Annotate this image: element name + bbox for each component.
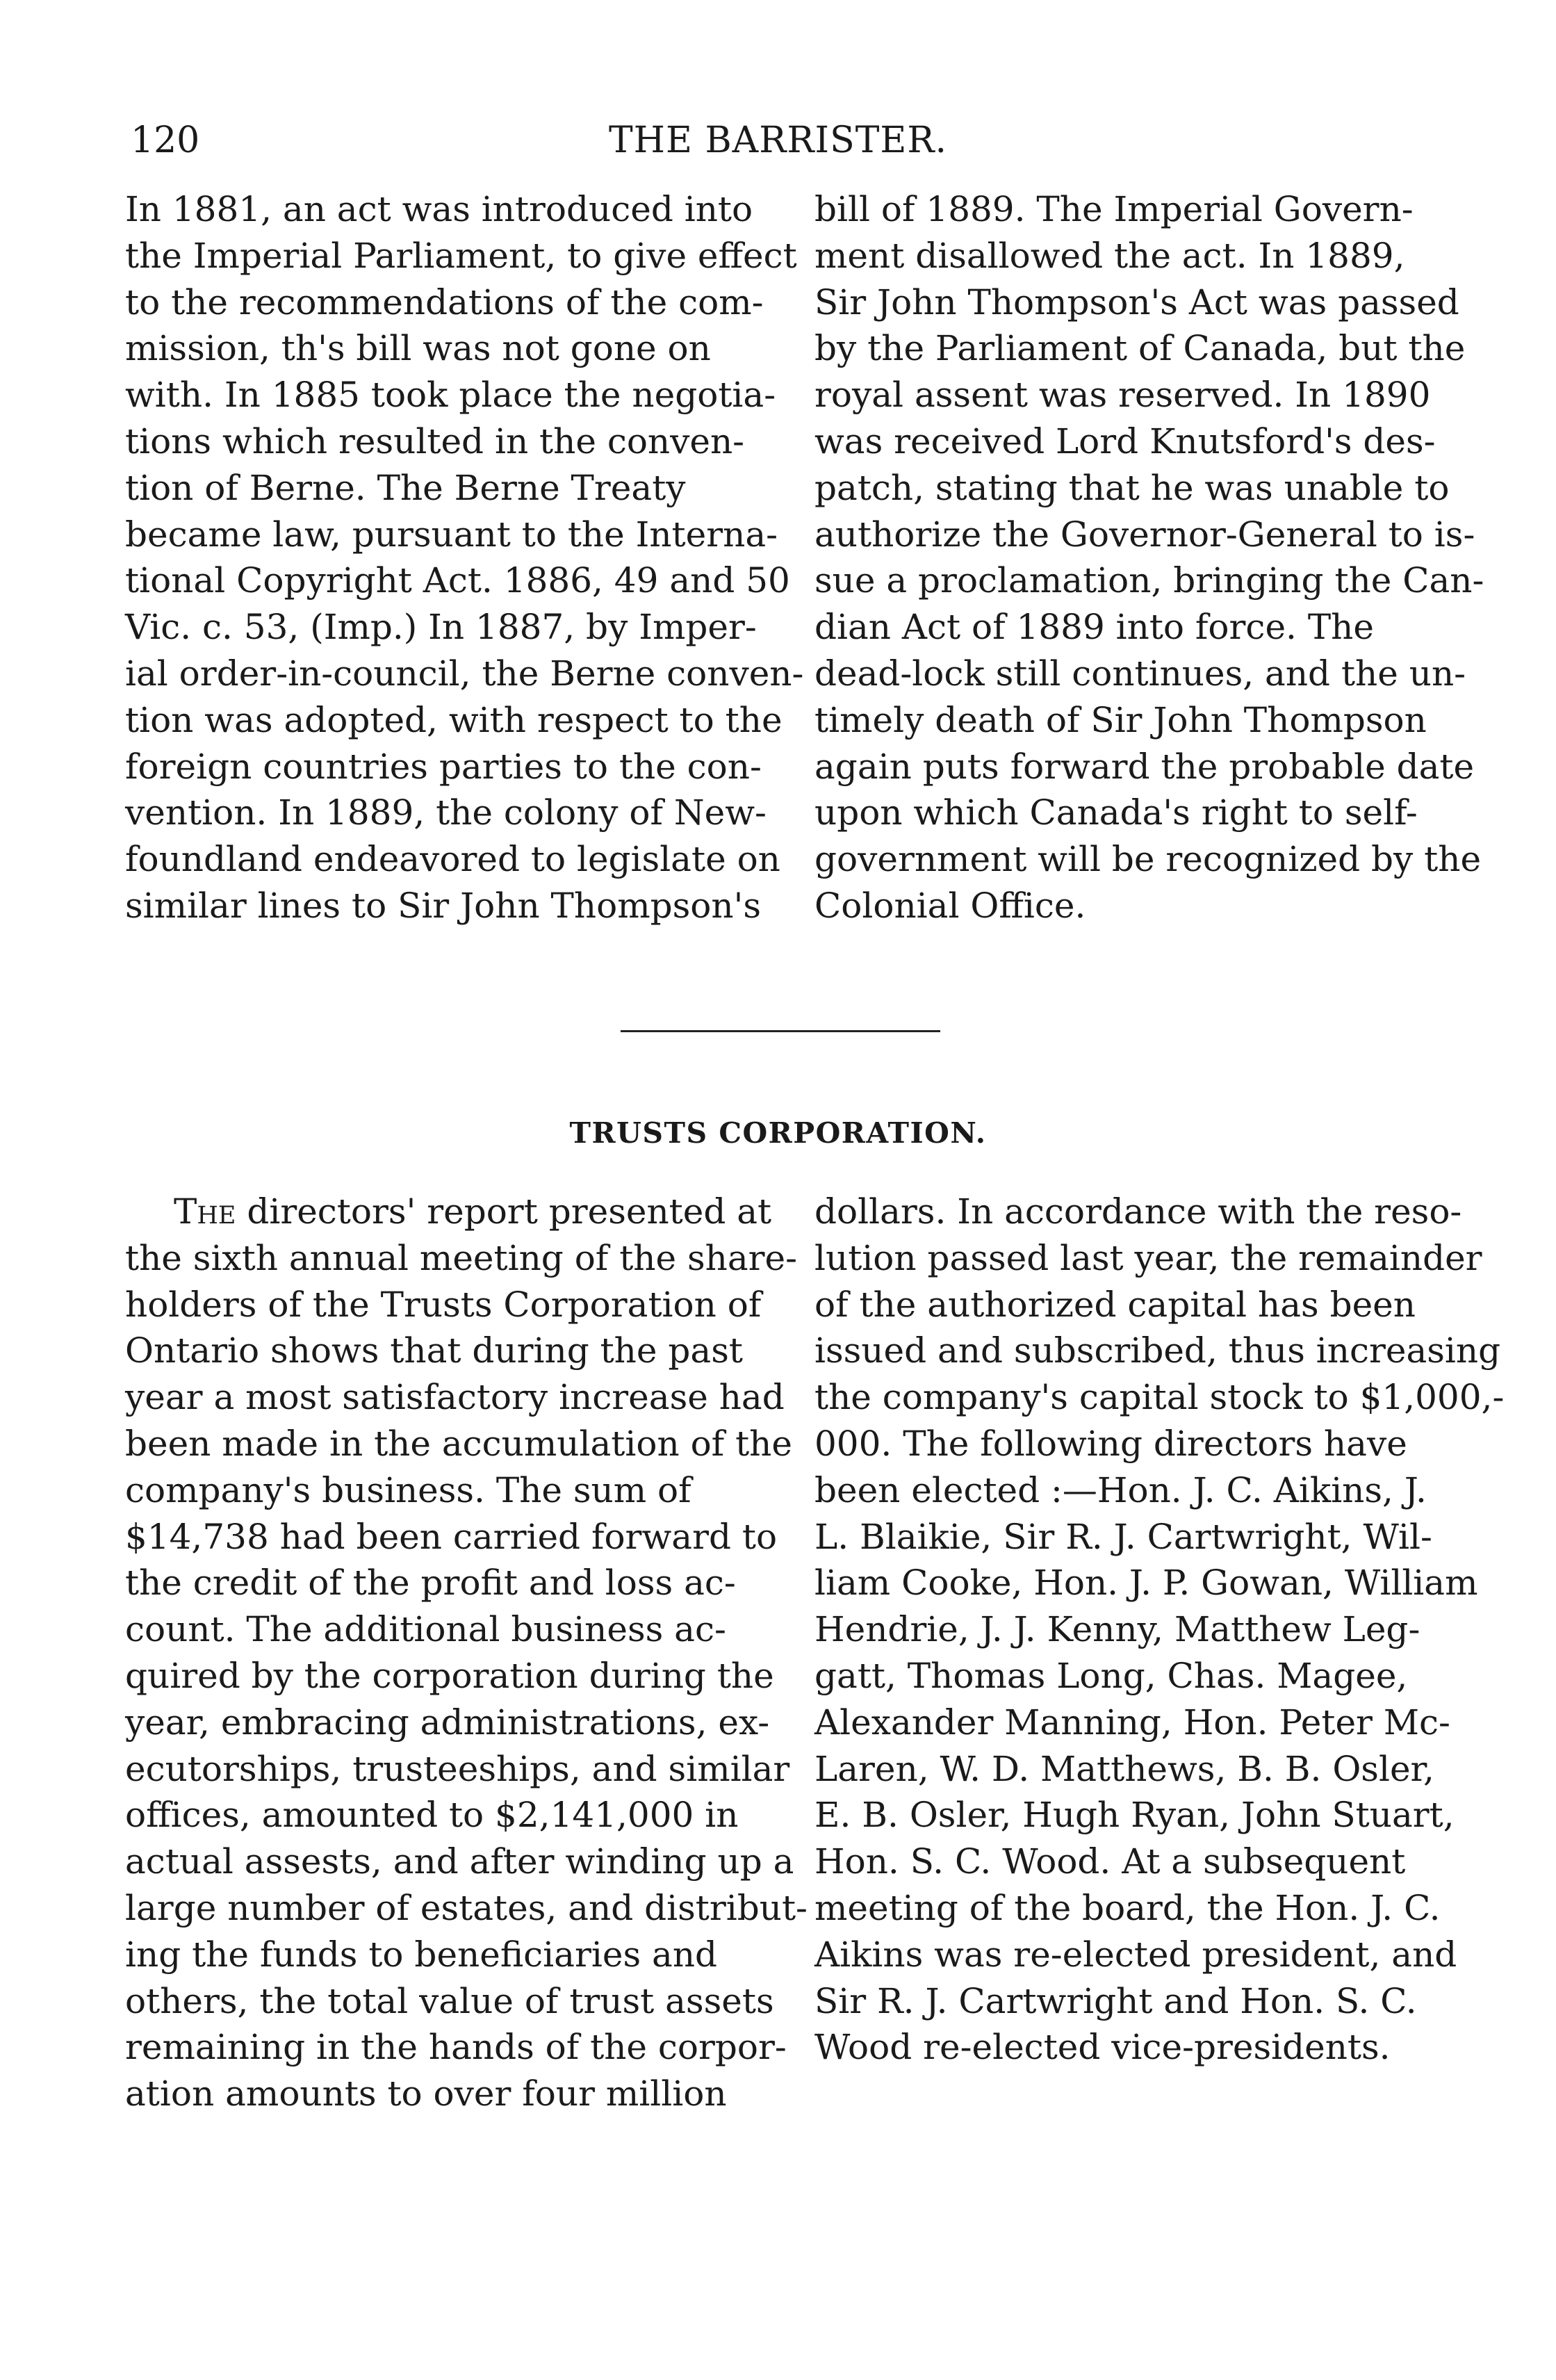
- text-line: was received Lord Knutsford's des-: [814, 421, 1436, 462]
- text-line: the sixth annual meeting of the share-: [125, 1237, 798, 1278]
- text-line: Sir R. J. Cartwright and Hon. S. C.: [814, 1980, 1417, 2021]
- text-line: In 1881, an act was introduced into: [125, 189, 753, 229]
- text-line: holders of the Trusts Corporation of: [125, 1284, 762, 1325]
- article1-column-right: [814, 186, 1484, 929]
- text-line: issued and subscribed, thus increasing: [814, 1330, 1501, 1371]
- text-line: became law, pursuant to the Interna-: [125, 514, 778, 555]
- section-divider: [621, 1030, 940, 1032]
- article1-column-left: [125, 186, 804, 929]
- text-line: lution passed last year, the remainder: [814, 1237, 1482, 1278]
- text-line: the Imperial Parliament, to give effect: [125, 235, 797, 276]
- opening-line-text: directors' report presented at: [236, 1191, 772, 1232]
- text-line: 000. The following directors have: [814, 1423, 1407, 1464]
- text-line: ecutorships, trusteeships, and similar: [125, 1748, 790, 1789]
- text-line: tions which resulted in the conven-: [125, 421, 745, 462]
- text-line: tion was adopted, with respect to the: [125, 699, 783, 740]
- article-heading: TRUSTS CORPORATION.: [569, 1116, 987, 1150]
- text-line: Hendrie, J. J. Kenny, Matthew Leg-: [814, 1609, 1420, 1650]
- text-line: Vic. c. 53, (Imp.) In 1887, by Imper-: [125, 607, 757, 648]
- text-line: Hon. S. C. Wood. At a subsequent: [814, 1841, 1406, 1882]
- text-line: offices, amounted to $2,141,000 in: [125, 1795, 739, 1836]
- text-line: to the recommendations of the com-: [125, 282, 764, 323]
- text-line: authorize the Governor-General to is-: [814, 514, 1475, 555]
- text-line: by the Parliament of Canada, but the: [814, 328, 1466, 369]
- text-line: gatt, Thomas Long, Chas. Magee,: [814, 1655, 1408, 1696]
- text-line: Sir John Thompson's Act was passed: [814, 282, 1459, 323]
- text-line: meeting of the board, the Hon. J. C.: [814, 1887, 1441, 1928]
- text-line: the credit of the profit and loss ac-: [125, 1563, 736, 1604]
- page-number: 120: [131, 120, 200, 161]
- text-line: of the authorized capital has been: [814, 1284, 1416, 1325]
- text-line: Colonial Office.: [814, 885, 1086, 926]
- text-line: ation amounts to over four million: [125, 2073, 727, 2114]
- text-line: vention. In 1889, the colony of New-: [125, 792, 767, 833]
- text-line: ial order-in-council, the Berne conven-: [125, 653, 804, 694]
- text-line: tion of Berne. The Berne Treaty: [125, 467, 686, 508]
- text-line: large number of estates, and distribut-: [125, 1887, 808, 1928]
- text-line: been made in the accumulation of the: [125, 1423, 792, 1464]
- text-line: Wood re-elected vice-presidents.: [814, 2027, 1391, 2068]
- text-line: Ontario shows that during the past: [125, 1330, 743, 1371]
- text-line: again puts forward the probable date: [814, 746, 1475, 787]
- text-line: actual assests, and after winding up a: [125, 1841, 794, 1882]
- text-line: patch, stating that he was unable to: [814, 467, 1450, 508]
- article2-column-right: [814, 1189, 1505, 2071]
- text-line: been elected :—Hon. J. C. Aikins, J.: [814, 1469, 1427, 1510]
- text-line: remaining in the hands of the corpor-: [125, 2027, 787, 2068]
- text-line: ing the funds to beneficiaries and: [125, 1934, 718, 1975]
- text-line: dian Act of 1889 into force. The: [814, 607, 1374, 648]
- text-line: upon which Canada's right to self-: [814, 792, 1418, 833]
- text-line: L. Blaikie, Sir R. J. Cartwright, Wil-: [814, 1516, 1432, 1557]
- text-line: sue a proclamation, bringing the Can-: [814, 560, 1484, 601]
- text-line: year a most satisfactory increase had: [125, 1377, 785, 1418]
- text-line: royal assent was reserved. In 1890: [814, 375, 1431, 416]
- text-line: quired by the corporation during the: [125, 1655, 774, 1696]
- opening-word: The: [174, 1191, 236, 1232]
- text-line: timely death of Sir John Thompson: [814, 699, 1427, 740]
- text-line: with. In 1885 took place the negotia-: [125, 375, 776, 416]
- text-line: Alexander Manning, Hon. Peter Mc-: [814, 1702, 1450, 1743]
- text-line: dollars. In accordance with the reso-: [814, 1191, 1462, 1232]
- text-line: dead-lock still continues, and the un-: [814, 653, 1466, 694]
- text-line: foundland endeavored to legislate on: [125, 839, 780, 880]
- text-line: liam Cooke, Hon. J. P. Gowan, William: [814, 1563, 1478, 1604]
- text-line: tional Copyright Act. 1886, 49 and 50: [125, 560, 790, 601]
- text-line: count. The additional business ac-: [125, 1609, 726, 1650]
- text-line: company's business. The sum of: [125, 1469, 691, 1510]
- text-line: others, the total value of trust assets: [125, 1980, 774, 2021]
- running-title: THE BARRISTER.: [608, 120, 948, 161]
- text-line: E. B. Osler, Hugh Ryan, John Stuart,: [814, 1795, 1455, 1836]
- article2-column-left: [125, 1189, 808, 2117]
- text-line: ment disallowed the act. In 1889,: [814, 235, 1405, 276]
- text-line: Aikins was re-elected president, and: [814, 1934, 1457, 1975]
- text-line: mission, th's bill was not gone on: [125, 328, 711, 369]
- text-line: year, embracing administrations, ex-: [125, 1702, 770, 1743]
- text-line: similar lines to Sir John Thompson's: [125, 885, 761, 926]
- text-line: foreign countries parties to the con-: [125, 746, 762, 787]
- text-line: government will be recognized by the: [814, 839, 1482, 880]
- opening-line: [125, 1189, 772, 1235]
- text-line: $14,738 had been carried forward to: [125, 1516, 778, 1557]
- text-line: bill of 1889. The Imperial Govern-: [814, 189, 1414, 229]
- text-line: Laren, W. D. Matthews, B. B. Osler,: [814, 1748, 1434, 1789]
- text-line: the company's capital stock to $1,000,-: [814, 1377, 1505, 1418]
